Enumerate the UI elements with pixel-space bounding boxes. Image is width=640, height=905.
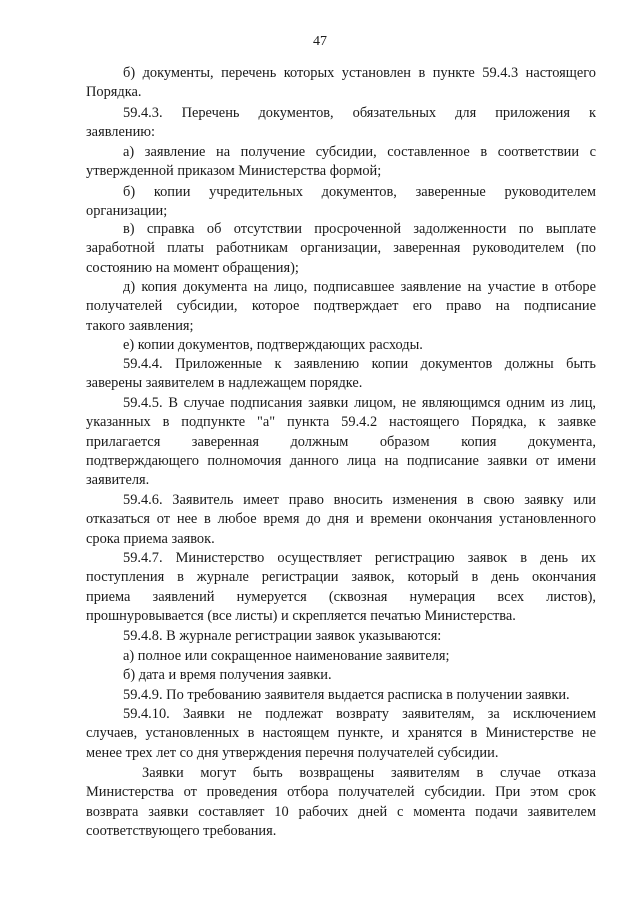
text-line: такого заявления; (86, 317, 194, 334)
text-line: Заявки могут быть возвращены заявителям в случае отказа (142, 765, 596, 781)
text-line: получателей субсидии, которое подтверждает его право на подписание (86, 298, 596, 315)
text-line: в) справка об отсутствии просроченной задолженности по выплате (123, 221, 596, 237)
text-line: отказаться от нее в любое время до дня и времени окончания установленного (86, 511, 596, 528)
text-line: прошнуровывается (все листы) и скрепляется печатью Министерства. (86, 607, 516, 624)
text-line: поступления в журнале регистрации заявок, который в день окончания (86, 569, 596, 586)
page-number: 47 (313, 34, 327, 49)
text-line: заявителя. (86, 472, 150, 489)
text-line: заявлению: (86, 124, 156, 141)
text-line: д) копия документа на лицо, подписавшее заявление на участие в отборе (123, 279, 596, 295)
text-line: организации; (86, 203, 168, 220)
text-line: б) дата и время получения заявки. (123, 667, 332, 683)
text-line: Порядка. (86, 84, 142, 101)
text-line: 59.4.4. Приложенные к заявлению копии документов должны быть (123, 356, 596, 372)
text-line: случаев, установленных в настоящем пункте, и хранятся в Министерстве не (86, 725, 596, 742)
text-line: 59.4.3. Перечень документов, обязательных для приложения к (123, 105, 596, 121)
text-line: прилагается заверенная должным образом копия документа, (86, 433, 596, 450)
text-line: подтверждающего полномочия данного лица на подписание заявки от имени (86, 452, 596, 469)
text-line: 59.4.6. Заявитель имеет право вносить изменения в свою заявку или (123, 492, 596, 508)
text-line: менее трех лет со дня утверждения перечня получателей субсидии. (86, 744, 499, 761)
text-line: возврата заявки составляет 10 рабочих дней с момента подачи заявителем (86, 803, 596, 820)
text-line: заработной платы работникам организации, заверенная руководителем (по (86, 240, 596, 257)
text-line: 59.4.8. В журнале регистрации заявок указываются: (123, 628, 442, 644)
text-line: заверены заявителем в надлежащем порядке. (86, 375, 363, 392)
text-line: а) полное или сокращенное наименование заявителя; (123, 648, 450, 664)
text-line: 59.4.5. В случае подписания заявки лицом, не являющимся одним из лиц, (123, 395, 596, 411)
text-line: б) документы, перечень которых установлен в пункте 59.4.3 настоящего (123, 65, 596, 81)
text-line: состоянию на момент обращения); (86, 259, 299, 276)
text-line: приема заявлений нумеруется (сквозная нумерация всех листов), (86, 588, 596, 605)
text-line: Министерства от проведения отбора получателей субсидии. При этом срок (86, 784, 596, 801)
text-line: утвержденной приказом Министерства формой; (86, 163, 382, 180)
text-line: 59.4.10. Заявки не подлежат возврату заявителям, за исключением (123, 706, 596, 722)
text-line: а) заявление на получение субсидии, составленное в соответствии с (123, 144, 596, 160)
text-line: е) копии документов, подтверждающих расходы. (123, 337, 423, 353)
text-line: соответствующего требования. (86, 822, 277, 839)
text-line: б) копии учредительных документов, заверенные руководителем (123, 184, 596, 200)
text-line: срока приема заявок. (86, 530, 215, 547)
text-line: 59.4.9. По требованию заявителя выдается расписка в получении заявки. (123, 687, 570, 703)
text-line: указанных в подпункте "а" пункта 59.4.2 настоящего Порядка, к заявке (86, 414, 596, 431)
text-line: 59.4.7. Министерство осуществляет регистрацию заявок в день их (123, 550, 596, 566)
